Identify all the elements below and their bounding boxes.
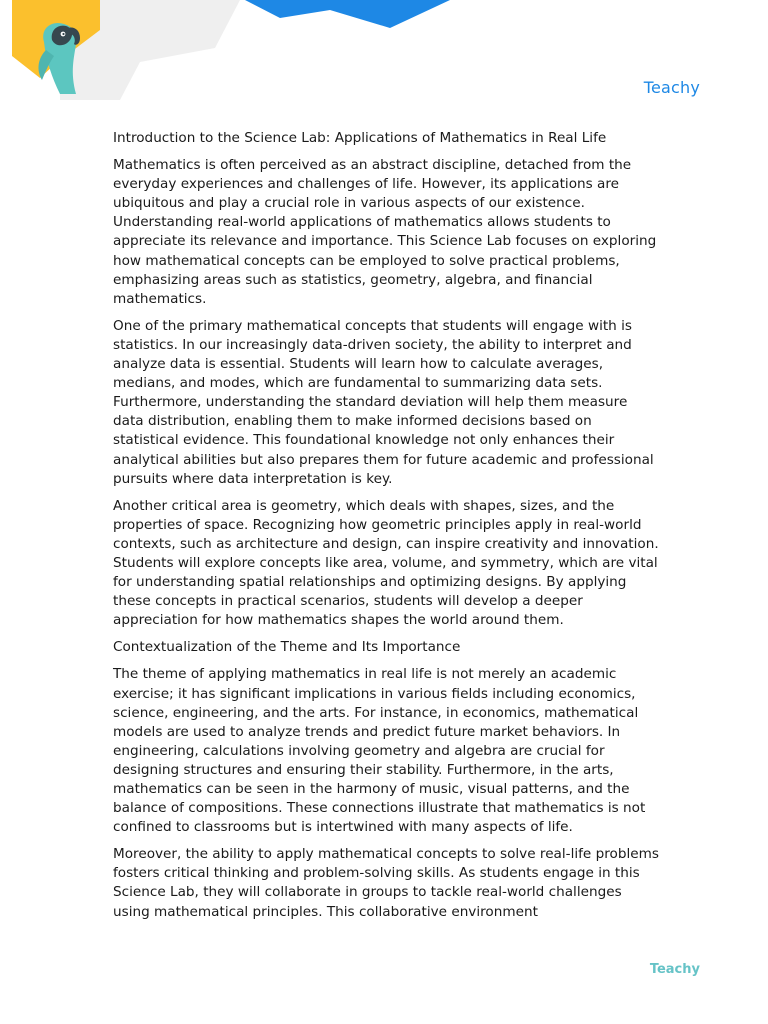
document-body xyxy=(113,129,661,930)
brand-logo-footer: Teachy xyxy=(649,962,700,977)
paragraph: One of the primary mathematical concepts that students will engage with is statistics. In our increasingly data-driven society, the ability to interpret and analyze data is essential. Students will learn how to calculate averages, medians, and modes, which are fundamental to summarizing data sets. Furthermore, understanding the standard deviation will help them measure data distribution, enabling them to make informed decisions based on statistical evidence. This foundational knowledge not only enhances their analytical abilities but also prepares them for future academic and professional pursuits where data interpretation is key. xyxy=(113,317,654,487)
paragraph: The theme of applying mathematics in real life is not merely an academic exercise; it has significant implications in various fields including economics, science, engineering, and the arts. For instance, in economics, mathematical models are used to analyze trends and predict future market behaviors. In engineering, calculations involving geometry and algebra are crucial for designing structures and ensuring their stability. Furthermore, in the arts, mathematics can be seen in the harmony of music, visual patterns, and the balance of compositions. These connections illustrate that mathematics is not confined to classrooms but is intertwined with many aspects of life. xyxy=(113,666,646,836)
header-decoration xyxy=(0,0,460,100)
blue-shape xyxy=(245,0,450,28)
brand-logo-top: Teachy xyxy=(643,78,700,97)
section-subheading: Contextualization of the Theme and Its Importance xyxy=(113,639,461,656)
paragraph: Mathematics is often perceived as an abstract discipline, detached from the everyday experiences and challenges of life. However, its applications are ubiquitous and play a crucial role in various aspects of our existence. Understanding real-world applications of mathematics allows students to appreciate its relevance and importance. This Science Lab focuses on exploring how mathematical concepts can be employed to solve practical problems, emphasizing areas such as statistics, geometry, algebra, and financial mathematics. xyxy=(113,157,657,307)
paragraph: Another critical area is geometry, which deals with shapes, sizes, and the properties of space. Recognizing how geometric principles apply in real-world contexts, such as architecture and design, can inspire creativity and innovation. Students will explore concepts like area, volume, and symmetry, which are vital for understanding spatial relationships and optimizing designs. By applying these concepts in practical scenarios, students will develop a deeper appreciation for how mathematics shapes the world around them. xyxy=(113,497,659,629)
document-title: Introduction to the Science Lab: Applications of Mathematics in Real Life xyxy=(113,130,607,146)
paragraph: Moreover, the ability to apply mathematical concepts to solve real-life problems fosters critical thinking and problem-solving skills. As students engage in this Science Lab, they will collaborate in groups to tackle real-world challenges using mathematical principles. This collaborative environment xyxy=(113,846,659,920)
